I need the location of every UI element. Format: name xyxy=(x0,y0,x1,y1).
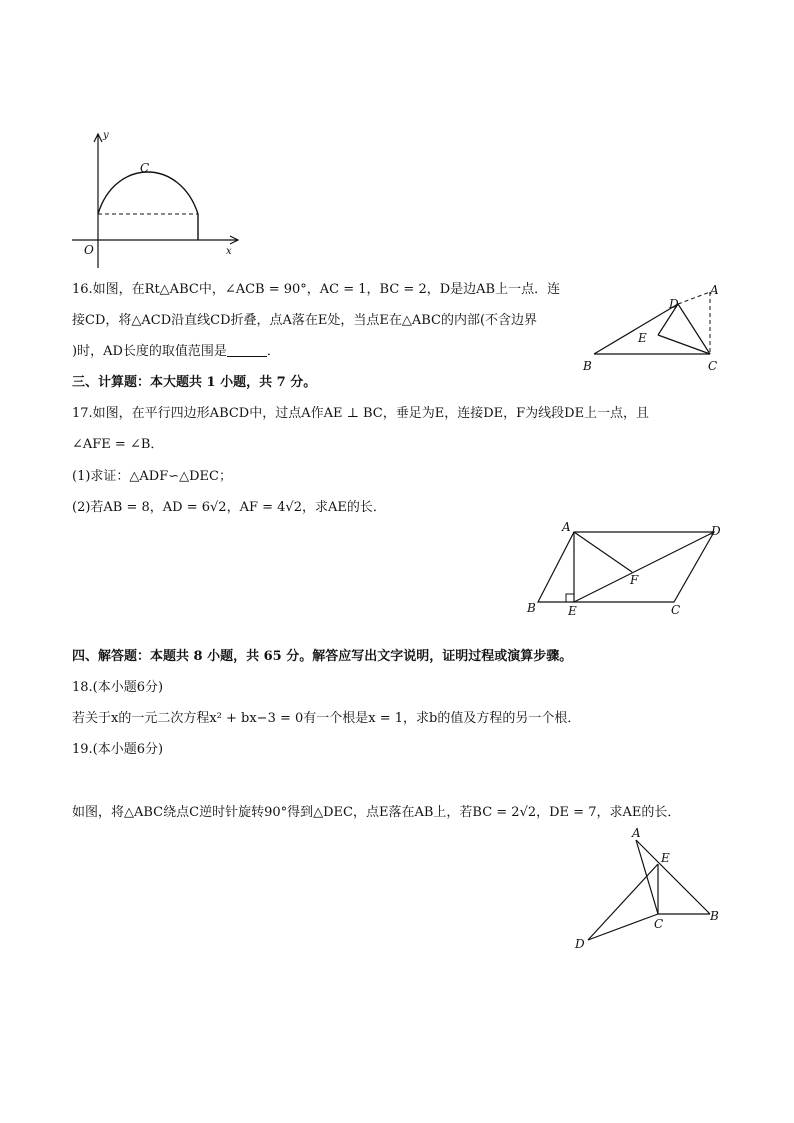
q17-line2: ∠AFE = ∠B． xyxy=(72,437,164,452)
label-c: C xyxy=(654,917,664,931)
label-x: x xyxy=(226,246,232,257)
graph-figure xyxy=(70,128,250,268)
label-b: B xyxy=(583,359,592,373)
q16-line3 xyxy=(72,344,280,360)
rotation-figure xyxy=(570,826,730,956)
label-e: E xyxy=(638,331,647,345)
label-y: y xyxy=(103,130,109,141)
q16-line1: 16.如图，在Rt△ABC中，∠ACB = 90°，AC = 1，BC = 2，D是边AB上一点．连 xyxy=(72,282,561,297)
q19-text: 如图，将△ABC绕点C逆时针旋转90°得到△DEC，点E落在AB上，若BC = 2√2，DE = 7，求AE的长． xyxy=(72,805,681,820)
label-c: C xyxy=(708,359,718,373)
answer-blank xyxy=(227,344,267,357)
section-3-heading: 三、计算题：本大题共 1 小题，共 7 分。 xyxy=(72,375,317,390)
q16-line2: 接CD，将△ACD沿直线CD折叠，点A落在E处，当点E在△ABC的内部(不含边界 xyxy=(72,313,538,328)
q16-line3-pre: )时，AD长度的取值范围是 xyxy=(72,344,227,359)
label-a: A xyxy=(562,520,571,534)
label-d: D xyxy=(711,524,721,538)
label-d: D xyxy=(669,297,679,311)
parallelogram-figure xyxy=(524,520,734,620)
label-f: F xyxy=(630,573,639,587)
label-c: C xyxy=(140,161,150,175)
q17-part2: (2)若AB = 8，AD = 6√2，AF = 4√2，求AE的长． xyxy=(72,500,386,515)
label-a: A xyxy=(710,283,719,297)
label-a: A xyxy=(632,826,641,840)
section-4-heading: 四、解答题：本题共 8 小题，共 65 分。解答应写出文字说明，证明过程或演算步骤。 xyxy=(72,649,573,664)
label-b: B xyxy=(710,909,719,923)
label-e: E xyxy=(568,604,577,618)
q17-part1: (1)求证：△ADF∽△DEC； xyxy=(72,469,232,484)
label-o: O xyxy=(84,243,94,257)
q18-header: 18.(本小题6分) xyxy=(72,680,164,695)
label-c: C xyxy=(671,603,681,617)
label-d: D xyxy=(575,937,585,951)
label-e: E xyxy=(661,851,670,865)
q19-header: 19.(本小题6分) xyxy=(72,742,164,757)
label-b: B xyxy=(527,601,536,615)
q17-line1: 17.如图，在平行四边形ABCD中，过点A作AE ⊥ BC，垂足为E，连接DE，F为线段DE上一点，且 xyxy=(72,406,650,421)
triangle-fold-figure xyxy=(578,282,728,377)
q16-line3-post: ． xyxy=(266,344,280,359)
q18-text: 若关于x的一元二次方程x² + bx−3 = 0有一个根是x = 1，求b的值及方程的另一个根． xyxy=(72,711,581,726)
